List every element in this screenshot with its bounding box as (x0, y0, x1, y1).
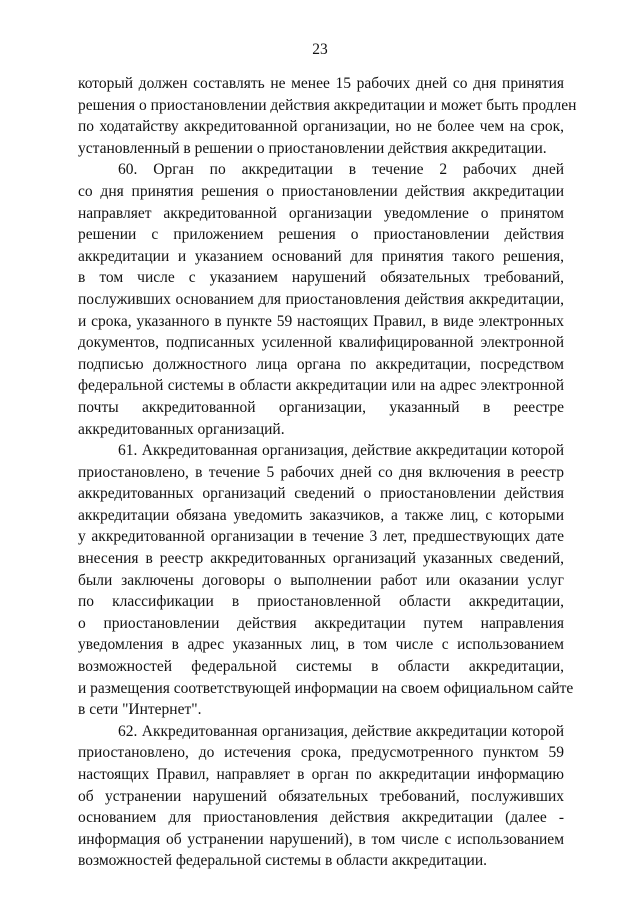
text-line: решении с приложением решения о приостановлении действия (78, 226, 564, 244)
text-line: почты аккредитованной организации, указанный в реестре (78, 398, 564, 416)
text-line: об устранении нарушений обязательных требований, послуживших (78, 787, 564, 805)
text-line: по ходатайству аккредитованной организации, но не более чем на срок, (78, 118, 564, 136)
paragraph-62-first-line: 62. Аккредитованная организация, действие аккредитации которой (118, 722, 564, 740)
text-line: подписью должностного лица органа по аккредитации, посредством (78, 355, 564, 373)
text-line: информация об устранении нарушений), в том числе с использованием (78, 830, 564, 848)
text-line: аккредитации обязана уведомить заказчиков, а также лиц, с которыми (78, 506, 564, 524)
text-line: направляет аккредитованной организации уведомление о принятом (78, 204, 564, 222)
text-line: послуживших основанием для приостановления действия аккредитации, (78, 290, 564, 308)
text-line: уведомления в адрес указанных лиц, в том числе с использованием (78, 636, 564, 654)
text-line: и срока, указанного в пункте 59 настоящих Правил, в виде электронных (78, 312, 564, 330)
text-line: установленный в решении о приостановлении действия аккредитации. (78, 139, 547, 157)
text-line: федеральной системы в области аккредитации или на адрес электронной (78, 377, 564, 395)
text-line: о приостановлении действия аккредитации путем направления (78, 614, 564, 632)
text-line: в сети "Интернет". (78, 701, 202, 719)
text-line: внесения в реестр аккредитованных организаций указанных сведений, (78, 550, 564, 568)
page-number: 23 (312, 41, 328, 58)
paragraph-60-first-line: 60. Орган по аккредитации в течение 2 рабочих дней (118, 161, 564, 179)
text-line: приостановлено, до истечения срока, предусмотренного пунктом 59 (78, 744, 564, 762)
text-line: решения о приостановлении действия аккредитации и может быть продлен (78, 96, 577, 114)
text-line: который должен составлять не менее 15 рабочих дней со дня принятия (78, 75, 564, 92)
text-line: аккредитованных организаций сведений о приостановлении действия (78, 485, 564, 503)
text-line: возможностей федеральной системы в области аккредитации. (78, 852, 487, 870)
text-line: аккредитованных организаций. (78, 420, 285, 438)
paragraph-61-first-line: 61. Аккредитованная организация, действие аккредитации которой (118, 442, 564, 460)
text-line: аккредитации и указанием оснований для принятия такого решения, (78, 247, 564, 265)
text-line: и размещения соответствующей информации на своем официальном сайте (78, 679, 574, 697)
text-line: документов, подписанных усиленной квалифицированной электронной (78, 334, 564, 352)
text-line: были заключены договоры о выполнении работ или оказании услуг (78, 571, 564, 589)
text-line: основанием для приостановления действия аккредитации (далее - (78, 809, 564, 827)
text-line: со дня принятия решения о приостановлении действия аккредитации (78, 182, 564, 200)
document-body (78, 73, 577, 872)
text-line: в том числе с указанием нарушений обязательных требований, (78, 269, 564, 287)
text-line: у аккредитованной организации в течение 3 лет, предшествующих дате (78, 528, 564, 546)
text-line: настоящих Правил, направляет в орган по аккредитации информацию (78, 766, 564, 783)
text-line: по классификации в приостановленной области аккредитации, (78, 593, 564, 611)
text-line: возможностей федеральной системы в области аккредитации, (78, 658, 564, 676)
text-line: приостановлено, в течение 5 рабочих дней со дня включения в реестр (78, 463, 564, 481)
